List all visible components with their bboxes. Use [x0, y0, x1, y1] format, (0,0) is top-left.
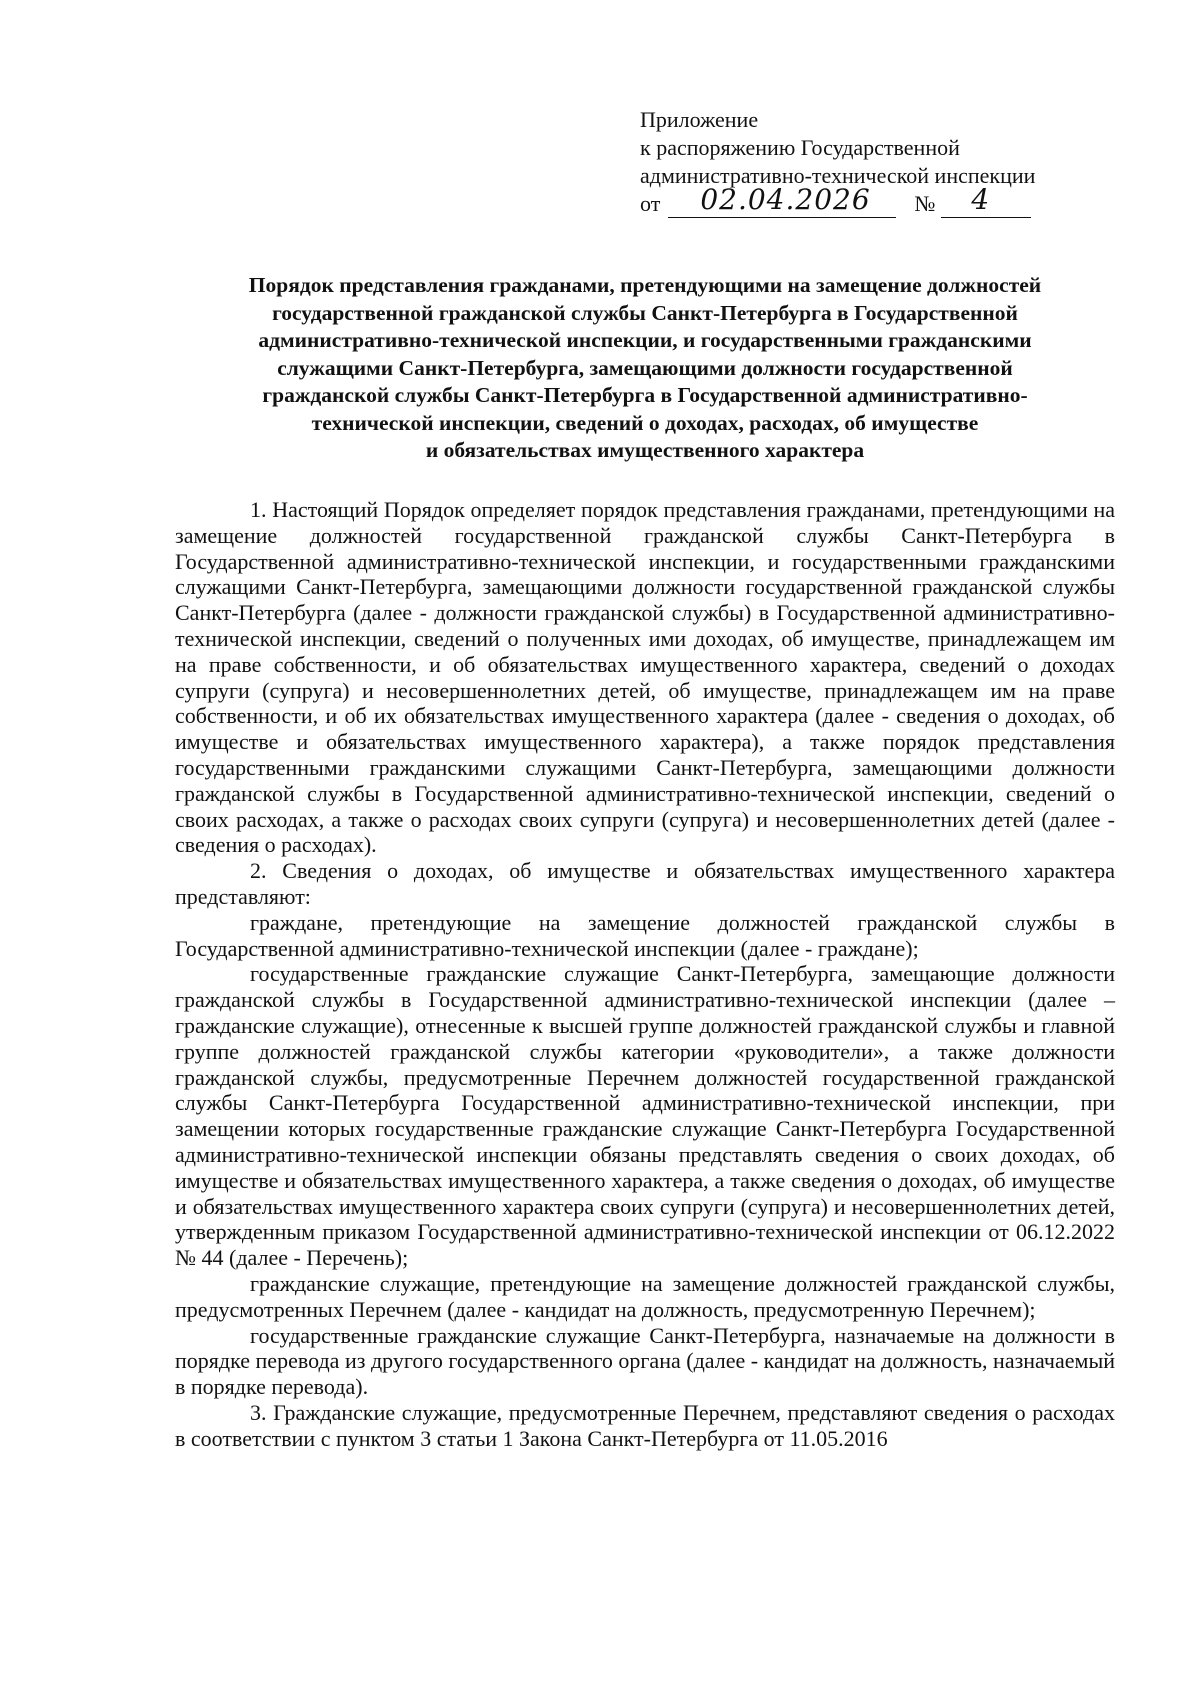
paragraph-3: 3. Гражданские служащие, предусмотренные Перечнем, представляют сведения о расходах в соответствии с пунктом 3 статьи 1 Закона Санкт-Петербурга от 11.05.2016: [175, 1399, 1115, 1451]
title-line: административно-технической инспекции, и государственными гражданскими: [258, 328, 1032, 352]
title-line: гражданской службы Санкт-Петербурга в Государственной административно-: [262, 383, 1028, 407]
list-item-candidates: гражданские служащие, претендующие на замещение должностей гражданской службы, предусмотренных Перечнем (далее - кандидат на должность, предусмотренную Перечнем);: [175, 1270, 1115, 1322]
title-line: Порядок представления гражданами, претендующими на замещение должностей: [248, 273, 1042, 297]
paragraph-2: 2. Сведения о доходах, об имуществе и обязательствах имущественного характера представляют:: [175, 858, 1115, 909]
title-line: технической инспекции, сведений о доходах, расходах, об имуществе: [311, 410, 979, 435]
number-field: [941, 183, 1031, 218]
date-prefix: от: [640, 191, 661, 216]
handwritten-number: 4: [971, 183, 991, 216]
title-line: и обязательствах имущественного характера: [425, 438, 865, 462]
document-title: [175, 272, 1115, 465]
date-field: [668, 183, 896, 218]
title-line: служащими Санкт-Петербурга, замещающими должности государственной: [277, 355, 1013, 380]
number-sign: №: [914, 191, 936, 216]
paragraph-1: 1. Настоящий Порядок определяет порядок представления гражданами, претендующими на замещение должностей государственной гражданской службы Санкт-Петербурга в Государственной административно-технической инспекции, и государственными гражданскими служащими Санкт-Петербурга, замещающими должности государственной гражданской службы Санкт-Петербурга (далее - должности гражданской службы) в Государственной административно-технической инспекции, сведений о полученных ими доходах, об имуществе, принадлежащем им на праве собственности, и об обязательствах имущественного характера, сведений о доходах супруги (супруга) и несовершеннолетних детей, об имуществе, принадлежащем им на праве собственности, и об их обязательствах имущественного характера (далее - сведения о доходах, об имуществе и обязательствах имущественного характера), а также порядок представления государственными гражданскими служащими Санкт-Петербурга, замещающими должности гражданской службы в Государственной административно-технической инспекции, сведений о своих расходах, а также о расходах своих супруги (супруга) и несовершеннолетних детей (далее - сведения о расходах).: [175, 497, 1115, 858]
appendix-line: к распоряжению Государственной: [640, 135, 960, 160]
appendix-line: административно-технической инспекции: [640, 163, 1036, 188]
list-item-civil-servants: государственные гражданские служащие Санкт-Петербурга, замещающие должности гражданской службы в Государственной административно-технической инспекции (далее – гражданские служащие), отнесенные к высшей группе должностей гражданской службы и главной группе должностей гражданской службы категории «руководители», а также должности гражданской службы, предусмотренные Перечнем должностей государственной гражданской службы Санкт-Петербурга Государственной административно-технической инспекции, при замещении которых государственные гражданские служащие Санкт-Петербурга Государственной административно-технической инспекции обязаны представлять сведения о своих доходах, об имуществе и обязательствах имущественного характера, а также сведения о доходах, об имуществе и обязательствах имущественного характера своих супруги (супруга) и несовершеннолетних детей, утвержденным приказом Государственной административно-технической инспекции от 06.12.2022 № 44 (далее - Перечень);: [175, 961, 1115, 1271]
handwritten-date: 02.04.2026: [700, 183, 871, 216]
title-line: государственной гражданской службы Санкт-Петербурга в Государственной: [272, 300, 1018, 325]
appendix-block: [640, 106, 1035, 218]
date-number-line: [640, 183, 1035, 218]
list-item-transfer: государственные гражданские служащие Санкт-Петербурга, назначаемые на должности в порядке перевода из другого государственного органа (далее - кандидат на должность, назначаемый в порядке перевода).: [175, 1322, 1115, 1400]
document-body: [175, 497, 1115, 1451]
appendix-line: Приложение: [640, 107, 759, 132]
list-item-citizens: граждане, претендующие на замещение должностей гражданской службы в Государственной административно-технической инспекции (далее - граждане);: [175, 909, 1115, 961]
